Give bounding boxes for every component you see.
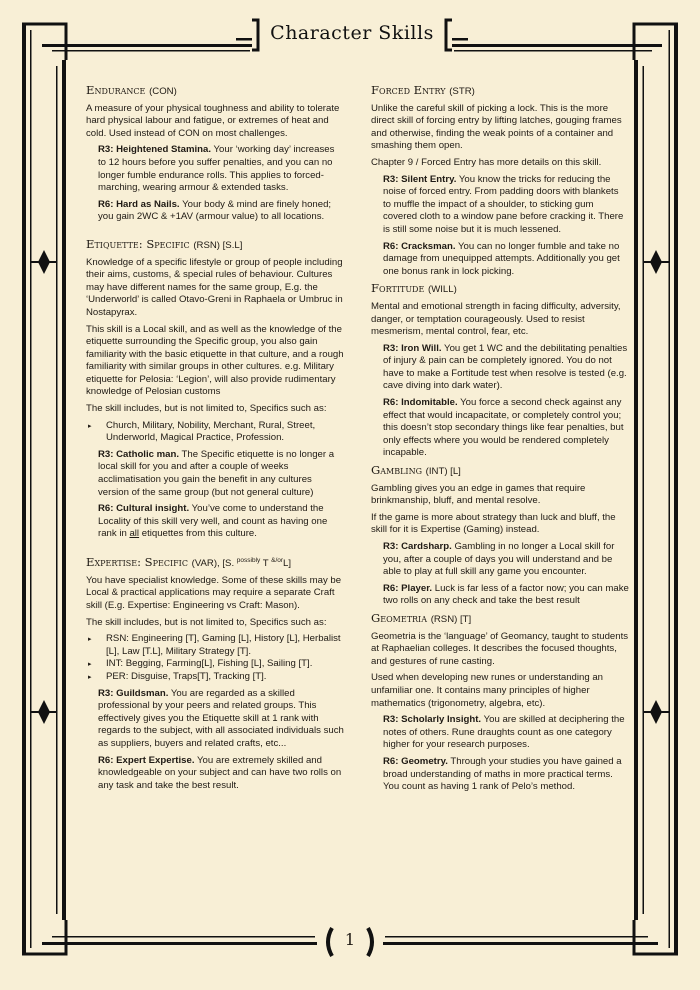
skill-attribute: (WILL) bbox=[428, 284, 457, 296]
skill-attribute: (CON) bbox=[149, 86, 177, 97]
skill-paragraph: Used when developing new runes or understanding an unfamiliar one. It contains many principles of higher mathematics (trigonometry, algebra, etc). bbox=[371, 672, 604, 709]
ability-r6: R6: Cultural insight. You’ve come to understand the Locality of this skill very well, and count as having one rank in all etiquettes from this culture. bbox=[98, 503, 328, 540]
skill-description: Unlike the careful skill of picking a lock. This is the more direct skill of forcing entry by lifting latches, gouging frames and otherwise, finding the weak points of a container and smashing them open. bbox=[371, 102, 622, 152]
ability-r6: R6: Expert Expertise. You are extremely skilled and knowledgeable on your subject and can have two rolls on any task and take the best result. bbox=[98, 754, 342, 791]
skill-heading bbox=[86, 238, 344, 253]
skill-description: Knowledge of a specific lifestyle or group of people including their aims, customs, & special rules of behaviour. Cultures may have different names for the same group, E.g. the ‘Underworld’ is called Otavo-Greni in Raphaela or Umbruc in Nostapyrax. bbox=[86, 256, 343, 318]
skill-name: Gambling bbox=[371, 463, 422, 478]
skill-description: Geometria is the ‘language’ of Geomancy, taught to students at Raphaelian colleges. It describes the focused thoughts, and gestures of rune casting. bbox=[371, 630, 629, 667]
skill-gambling bbox=[371, 464, 629, 608]
skill-attribute: (INT) [L] bbox=[425, 466, 461, 478]
skill-name: Forced Entry bbox=[371, 83, 446, 97]
skill-heading bbox=[86, 555, 344, 571]
skill-endurance bbox=[86, 84, 344, 224]
skill-paragraph: This skill is a Local skill, and as well as the knowledge of the etiquette surrounding the Specific group, you also gain familiarity with the basic etiquette in that culture, and a rough familiarity with similar groups in other cultures. e.g. Military etiquette for Pelosia: ‘Legion’, will also provide rudimentary knowledge of Pelosian customs bbox=[86, 323, 344, 398]
skill-geometria bbox=[371, 612, 629, 794]
skill-description: Mental and emotional strength in facing difficulty, adversity, danger, or temptation courageously. Used to resist mesmerism, mental control, fear, etc. bbox=[371, 300, 621, 338]
ability-r3: R3: Cardsharp. Gambling in no longer a Local skill for you, after a couple of days you will understand and be able to play at full skill any game you encounter. bbox=[383, 541, 615, 578]
skill-heading bbox=[371, 84, 629, 99]
specifics-list bbox=[86, 420, 344, 445]
skill-attribute: (RSN) [T] bbox=[430, 613, 472, 625]
skill-description: Gambling gives you an edge in games that require brinkmanship, bluff, and mental resolve. bbox=[371, 482, 586, 507]
skill-heading bbox=[86, 84, 344, 99]
ability-r6: R6: Hard as Nails. Your body & mind are finely honed; you gain 2WC & +1AV (armour value) to all locations. bbox=[98, 198, 332, 223]
ability-r6: R6: Player. Luck is far less of a factor now; you can make two rolls on any check and take the best result bbox=[383, 582, 629, 607]
skill-expertise bbox=[86, 555, 344, 792]
skill-paragraph: The skill includes, but is not limited to, Specifics such as: bbox=[86, 616, 327, 628]
skill-name: Expertise: Specific bbox=[86, 555, 188, 570]
skill-paragraph: If the game is more about strategy than luck and bluff, the skill for it is Expertise (Gaming) instead. bbox=[371, 511, 616, 536]
ability-r3: R3: Catholic man. The Specific etiquette is no longer a local skill for you and after a couple of weeks acclimatisation you gain the benefit in any cultures version of the same group (but not general culture) bbox=[98, 448, 335, 498]
skill-name: Fortitude bbox=[371, 281, 425, 296]
right-column bbox=[371, 84, 629, 798]
skill-forced-entry bbox=[371, 84, 629, 278]
ability-r6: R6: Cracksman. You can no longer fumble and take no damage from unequipped attempts. Additionally you get one bonus rank in lock picking. bbox=[383, 240, 620, 277]
list-item: ▸ INT: Begging, Farming[L], Fishing [L], Sailing [T]. bbox=[86, 658, 344, 671]
list-item: ▸ Church, Military, Nobility, Merchant, Rural, Street, Underworld, Magical Practice, Profession. bbox=[86, 420, 344, 445]
list-item: ▸ PER: Disguise, Traps[T], Tracking [T]. bbox=[86, 671, 344, 684]
ability-r3: R3: Iron Will. You get 1 WC and the debilitating penalties of injury & pain can be completely ignored. You do not have to make a Fortitude test when resolve is tested (e.g. cave diving into dark water). bbox=[383, 342, 628, 392]
skill-etiquette bbox=[86, 238, 344, 541]
skill-heading bbox=[371, 612, 629, 627]
skill-name: Etiquette: Specific bbox=[86, 236, 190, 251]
specifics-list bbox=[86, 633, 344, 683]
page-number: 1 bbox=[344, 930, 356, 949]
skill-attribute: (STR) bbox=[449, 86, 475, 97]
ability-r3: R3: Guildsman. You are regarded as a skilled professional by your peers and related groups. This effectively gives you the Etiquette skill at 1 rank with regards to the subject, with all associated individuals such as suppliers, buyers and related crafts, etc... bbox=[98, 687, 344, 749]
skill-fortitude bbox=[371, 282, 629, 460]
left-column bbox=[86, 84, 344, 796]
skill-attribute: (VAR), [S. $^{possibly}$ T $^{\&/or}$L] bbox=[191, 557, 292, 570]
ability-r6: R6: Indomitable. You force a second check against any effect that would incapacitate, or completely control you; this doesn’t stop secondary things like fear penalties, but only effects where you would be rendered completely incapable. bbox=[383, 397, 624, 459]
skill-name: Endurance bbox=[86, 83, 146, 97]
list-item: ▸ RSN: Engineering [T], Gaming [L], History [L], Herbalist [L], Law [T.L], Military Strategy [T]. bbox=[86, 633, 344, 658]
skill-name: Geometria bbox=[371, 610, 427, 625]
skill-heading bbox=[371, 282, 629, 297]
skill-attribute: (RSN) [S.L] bbox=[193, 239, 243, 251]
skill-heading bbox=[371, 464, 629, 479]
skill-description: A measure of your physical toughness and ability to tolerate hard physical labour and fatigue, or extremes of heat and cold. Used instead of CON on most challenges. bbox=[86, 102, 340, 139]
ability-r3: R3: Silent Entry. You know the tricks for reducing the noise of forced entry. From padding doors with blankets to muffle the impact of a shoulder, to sticking gum covered cloth to a window pane before cracking it. There is still some noise but it is much lessened. bbox=[383, 173, 624, 235]
ability-r3: R3: Scholarly Insight. You are skilled at deciphering the notes of others. Rune draughts count as one category higher for your research purposes. bbox=[383, 714, 625, 751]
ability-r6: R6: Geometry. Through your studies you have gained a broad understanding of maths in more practical terms. You count as having 1 rank of Pelo’s method. bbox=[383, 755, 622, 793]
skill-description: You have specialist knowledge. Some of these skills may be Local & practical applications may require a separate Craft skill (E.g. Expertise: Engineering vs Craft: Mason). bbox=[86, 574, 342, 611]
ability-r3: R3: Heightened Stamina. Your ‘working day’ increases to 12 hours before you suffer penalties, and you can no longer fumble endurance rolls. This applies to forced-marching, wearing armour & extended tasks. bbox=[98, 144, 335, 194]
page-title: Character Skills bbox=[270, 22, 434, 44]
skill-paragraph: The skill includes, but is not limited to, Specifics such as: bbox=[86, 403, 327, 415]
skill-paragraph: Chapter 9 / Forced Entry has more details on this skill. bbox=[371, 156, 602, 168]
